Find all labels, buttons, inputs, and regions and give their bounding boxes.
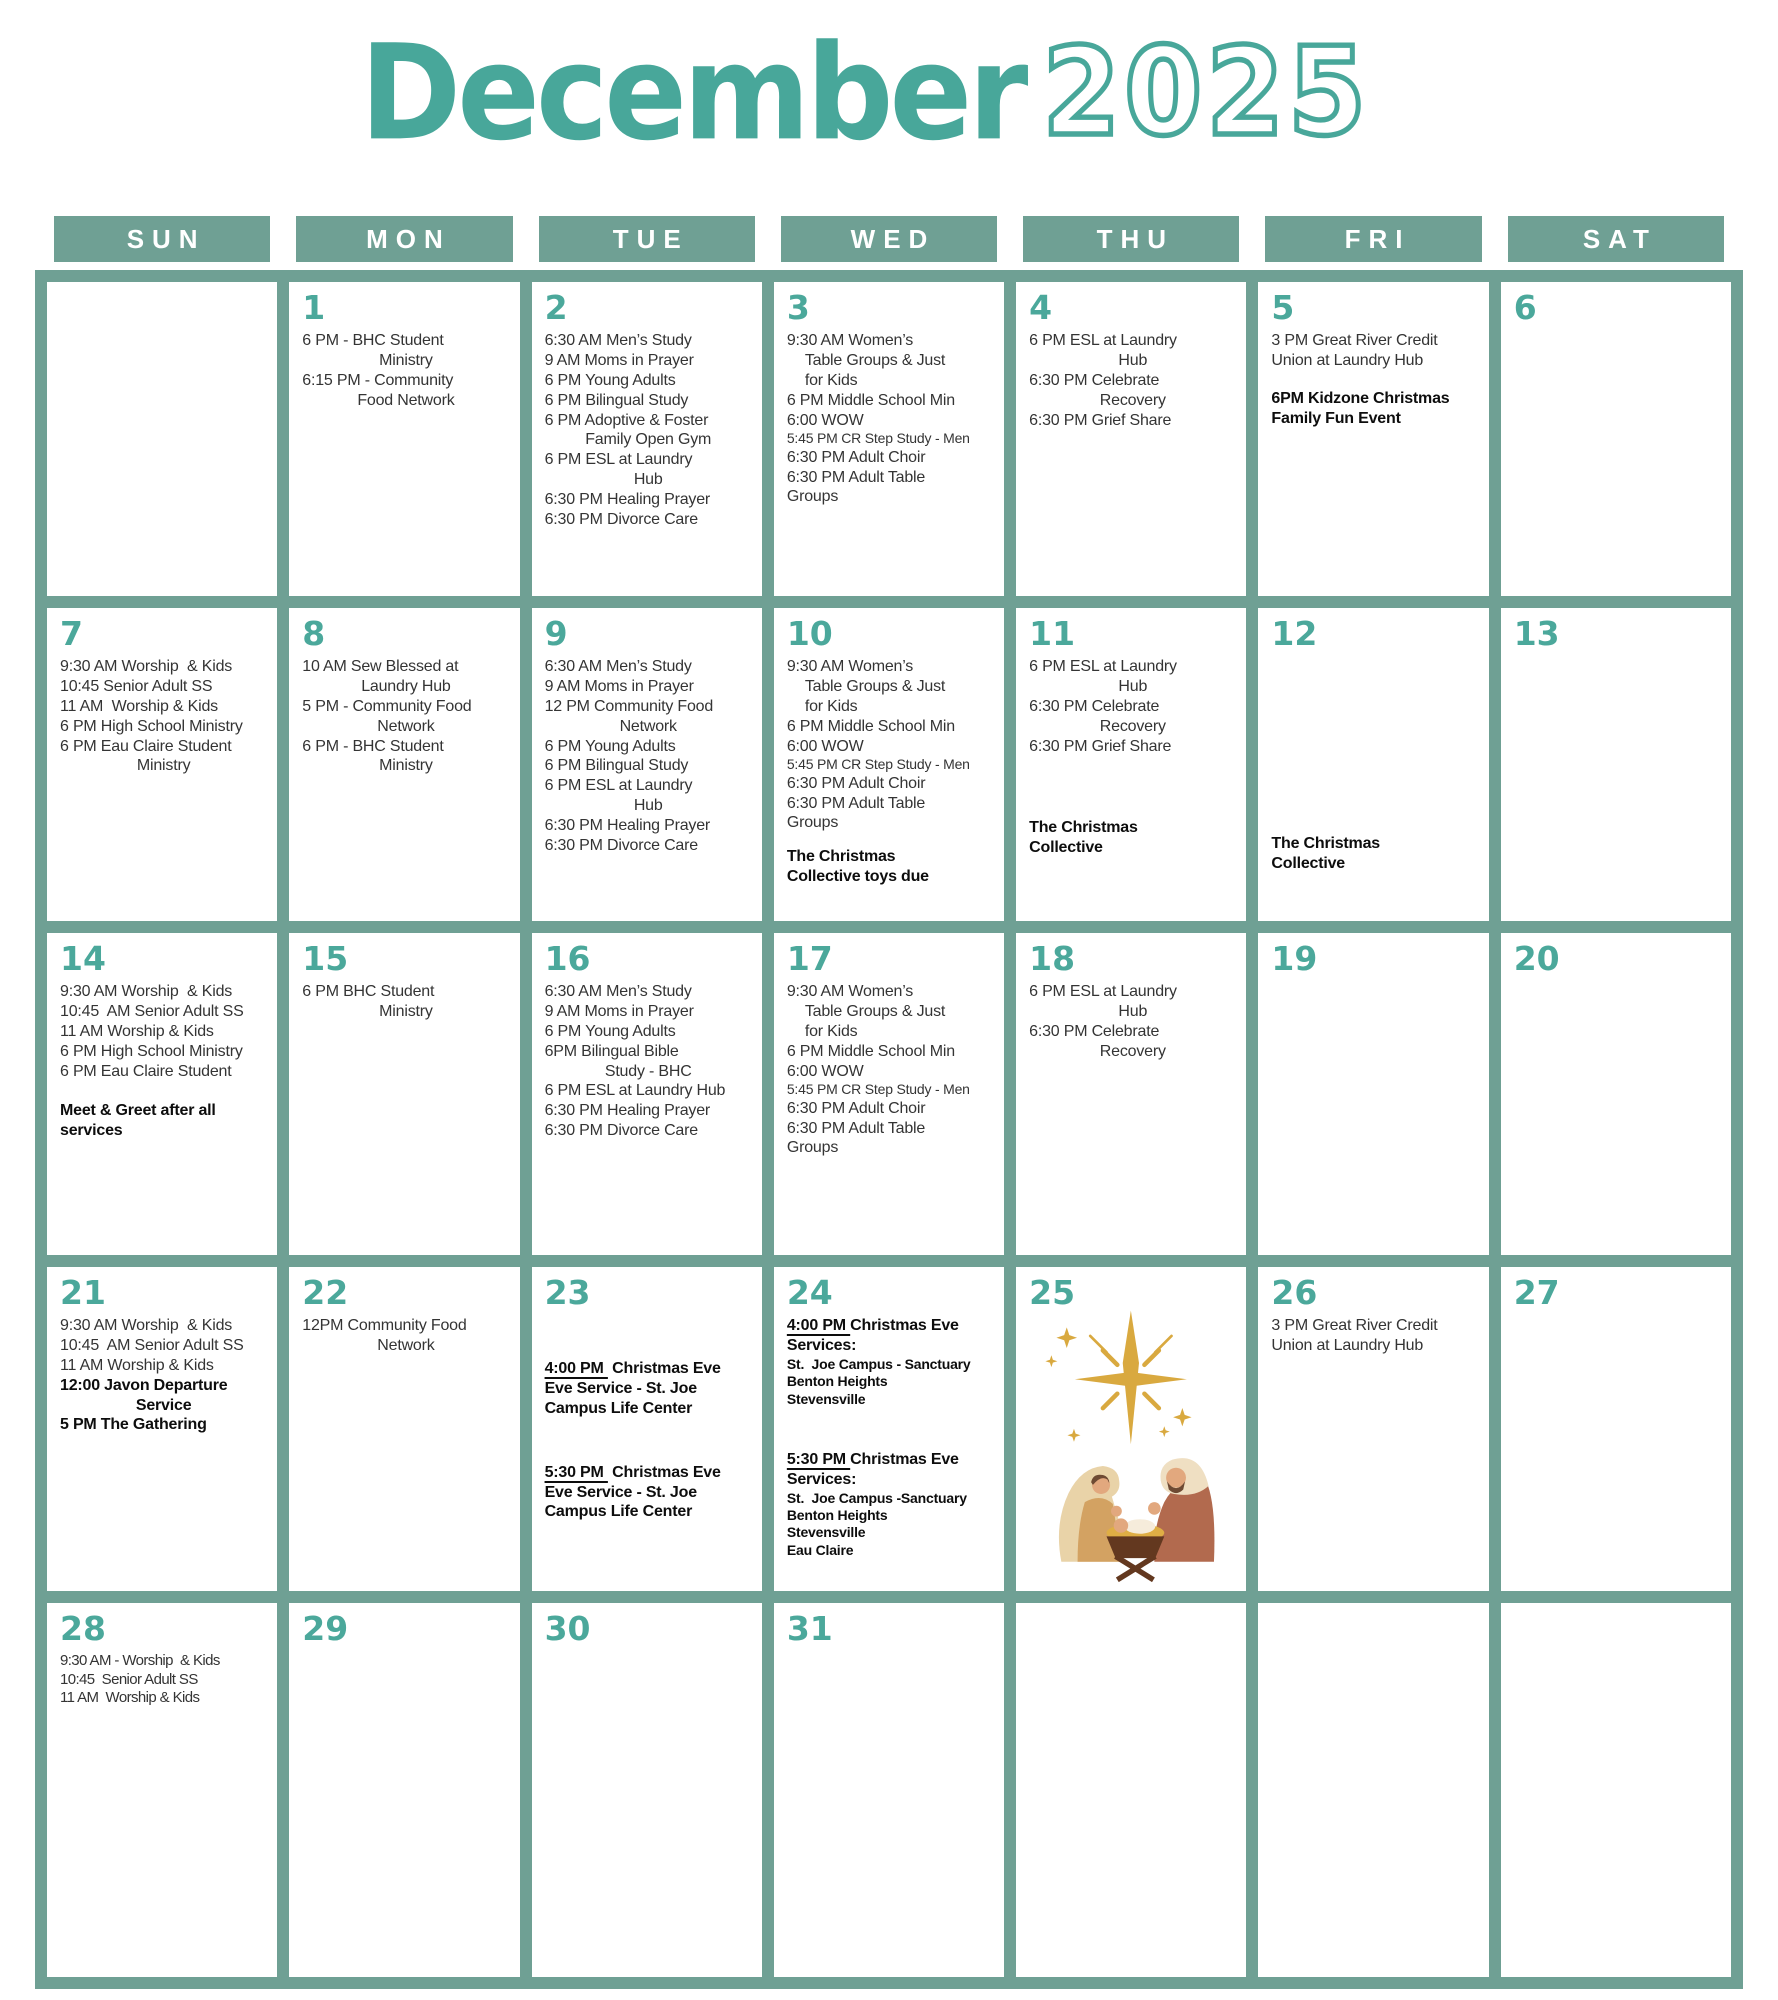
- weekday-header-sun: SUN: [54, 216, 270, 262]
- day-number: 12: [1271, 614, 1318, 653]
- event-text: 5:30 PM Christmas Eve: [544, 1463, 721, 1481]
- event-text: Ministry: [379, 757, 433, 775]
- event-text: Hub: [633, 471, 663, 489]
- event-text: Table Groups & Just: [804, 352, 946, 370]
- calendar-cell-26: [1258, 1267, 1488, 1591]
- day-number: 11: [1029, 614, 1076, 653]
- event-text: Table Groups & Just: [804, 1003, 946, 1021]
- event-text: 6:30 PM Divorce Care: [544, 836, 698, 854]
- event-text: 5:30 PM Christmas Eve: [786, 1451, 959, 1469]
- event-text: 6:30 PM Adult Choir: [786, 1099, 926, 1117]
- event-text: 6:30 PM Grief Share: [1029, 737, 1172, 755]
- event-text: 9:30 AM Women’s: [786, 332, 914, 350]
- calendar-cell-empty: [1258, 1603, 1488, 1977]
- event-text: Network: [377, 1337, 435, 1355]
- event-text: 6 PM Young Adults: [544, 1022, 676, 1040]
- event-text: 6 PM BHC Student: [302, 983, 435, 1001]
- event-text: 11 AM Worship & Kids: [60, 1356, 214, 1374]
- event-text: Benton Heights: [786, 1507, 888, 1524]
- event-text: 6:00 WOW: [786, 1062, 864, 1080]
- event-text: Laundry Hub: [361, 678, 451, 696]
- calendar-cell-6: [1501, 282, 1731, 596]
- calendar-cell-12: [1258, 608, 1488, 921]
- event-text: Stevensville: [786, 1524, 866, 1541]
- event-text: 12 PM Community Food: [544, 697, 714, 715]
- day-number: 18: [1029, 939, 1076, 978]
- weekday-header-row: [35, 216, 1743, 262]
- day-number: 27: [1513, 1273, 1560, 1312]
- event-text: Campus Life Center: [544, 1399, 693, 1417]
- event-text: Ministry: [379, 352, 433, 370]
- calendar-title: [0, 14, 1754, 172]
- year-title: 2025: [1042, 22, 1371, 164]
- day-number: 28: [60, 1609, 106, 1648]
- event-text: The Christmas: [1271, 835, 1380, 853]
- event-text: Service: [135, 1396, 192, 1414]
- day-number: 31: [786, 1609, 833, 1648]
- calendar-cell-8: [289, 608, 519, 921]
- event-text: 9:30 AM Women’s: [786, 983, 914, 1001]
- weekday-header-sat: SAT: [1508, 216, 1724, 262]
- calendar-cell-5: [1258, 282, 1488, 596]
- event-text: 6:30 AM Men’s Study: [544, 332, 692, 350]
- event-text: 6 PM Adoptive & Foster: [544, 411, 709, 429]
- event-text: 9 AM Moms in Prayer: [544, 352, 694, 370]
- calendar-cell-7: [47, 608, 277, 921]
- event-text: for Kids: [804, 697, 858, 715]
- event-text: 9 AM Moms in Prayer: [544, 1003, 694, 1021]
- event-text: 5 PM The Gathering: [60, 1416, 207, 1434]
- event-text: 6:30 PM Healing Prayer: [544, 816, 711, 834]
- event-text: services: [60, 1122, 123, 1140]
- calendar-cell-24: [774, 1267, 1004, 1591]
- event-text: 6:30 PM Healing Prayer: [544, 490, 711, 508]
- event-text: 6 PM ESL at Laundry: [1029, 983, 1177, 1001]
- event-text: 5 PM - Community Food: [302, 697, 472, 715]
- event-text: 4:00 PM Christmas Eve: [544, 1360, 721, 1378]
- calendar-cell-14: [47, 933, 277, 1255]
- weekday-header-wed: WED: [781, 216, 997, 262]
- event-text: St. Joe Campus -Sanctuary: [786, 1489, 967, 1506]
- event-text: 6 PM Eau Claire Student: [60, 1062, 232, 1080]
- calendar-cell-15: [289, 933, 519, 1255]
- day-number: 20: [1513, 939, 1560, 978]
- day-number: 25: [1029, 1273, 1076, 1312]
- day-number: 2: [544, 288, 568, 327]
- event-text: Family Fun Event: [1271, 409, 1401, 427]
- day-number: 24: [786, 1273, 833, 1312]
- event-text: Recovery: [1099, 391, 1166, 409]
- event-text: 6 PM Young Adults: [544, 371, 676, 389]
- event-text: Food Network: [357, 391, 455, 409]
- event-text: 6PM Bilingual Bible: [544, 1042, 679, 1060]
- calendar-cell-29: [289, 1603, 519, 1977]
- event-text: 6:30 PM Adult Choir: [786, 774, 926, 792]
- event-text: 9:30 AM - Worship & Kids: [60, 1652, 220, 1670]
- calendar-grid: [35, 270, 1743, 1989]
- event-text: 11 AM Worship & Kids: [60, 697, 218, 715]
- event-text: Collective: [1029, 839, 1103, 857]
- event-text: 5:45 PM CR Step Study - Men: [786, 756, 970, 773]
- event-text: Study - BHC: [604, 1062, 692, 1080]
- day-number: 6: [1513, 288, 1537, 327]
- event-text: 12:00 Javon Departure: [60, 1376, 228, 1394]
- day-number: 19: [1271, 939, 1318, 978]
- event-text: 3 PM Great River Credit: [1271, 1317, 1438, 1335]
- event-text: Hub: [1118, 678, 1148, 696]
- event-text: 10:45 AM Senior Adult SS: [60, 1337, 244, 1355]
- event-text: 6 PM Middle School Min: [786, 391, 955, 409]
- event-text: 6:30 AM Men’s Study: [544, 983, 692, 1001]
- event-text: for Kids: [804, 371, 858, 389]
- day-number: 22: [302, 1273, 349, 1312]
- weekday-header-tue: TUE: [539, 216, 755, 262]
- day-number: 10: [786, 614, 833, 653]
- event-text: 6 PM Bilingual Study: [544, 391, 689, 409]
- day-number: 8: [302, 614, 326, 653]
- day-number: 7: [60, 614, 83, 653]
- day-number: 17: [786, 939, 833, 978]
- event-text: 6 PM ESL at Laundry: [1029, 658, 1177, 676]
- calendar-cell-13: [1501, 608, 1731, 921]
- day-number: 3: [786, 288, 810, 327]
- event-text: 6PM Kidzone Christmas: [1271, 389, 1450, 407]
- event-text: Hub: [633, 797, 663, 815]
- event-text: 9:30 AM Women’s: [786, 658, 914, 676]
- day-number: 14: [60, 939, 106, 978]
- event-text: The Christmas: [1029, 819, 1138, 837]
- day-number: 26: [1271, 1273, 1318, 1312]
- event-text: 6 PM Bilingual Study: [544, 757, 689, 775]
- event-text: 6:30 PM Celebrate: [1029, 1022, 1160, 1040]
- event-text: Recovery: [1099, 717, 1166, 735]
- event-text: 6 PM - BHC Student: [302, 737, 444, 755]
- event-text: Stevensville: [786, 1390, 866, 1407]
- weekday-header-thu: THU: [1023, 216, 1239, 262]
- event-text: Campus Life Center: [544, 1503, 693, 1521]
- event-text: 10:45 Senior Adult SS: [60, 678, 213, 696]
- event-text: 5:45 PM CR Step Study - Men: [786, 430, 970, 447]
- calendar-cell-23: [532, 1267, 762, 1591]
- event-text: for Kids: [804, 1022, 858, 1040]
- event-text: Recovery: [1099, 1042, 1166, 1060]
- event-text: Ministry: [136, 757, 191, 775]
- event-text: Union at Laundry Hub: [1271, 352, 1424, 370]
- calendar-cell-11: [1016, 608, 1246, 921]
- event-text: 10:45 AM Senior Adult SS: [60, 1003, 244, 1021]
- event-text: 6:30 AM Men’s Study: [544, 658, 692, 676]
- calendar-cell-20: [1501, 933, 1731, 1255]
- event-text: Union at Laundry Hub: [1271, 1337, 1424, 1355]
- day-number: 13: [1513, 614, 1560, 653]
- calendar-cell-2: [532, 282, 762, 596]
- event-text: Groups: [786, 814, 839, 832]
- weekday-header-mon: MON: [296, 216, 512, 262]
- calendar-cell-9: [532, 608, 762, 921]
- calendar-cell-27: [1501, 1267, 1731, 1591]
- event-text: Services:: [786, 1470, 857, 1488]
- event-text: Services:: [786, 1337, 857, 1355]
- day-number: 9: [544, 614, 568, 653]
- event-text: Groups: [786, 1139, 839, 1157]
- day-number: 21: [60, 1273, 106, 1312]
- day-number: 30: [544, 1609, 591, 1648]
- day-number: 15: [302, 939, 349, 978]
- event-text: St. Joe Campus - Sanctuary: [786, 1355, 971, 1372]
- event-text: 9:30 AM Worship & Kids: [60, 983, 233, 1001]
- event-text: 9:30 AM Worship & Kids: [60, 658, 233, 676]
- event-text: 6 PM - BHC Student: [302, 332, 444, 350]
- event-text: Benton Heights: [786, 1373, 888, 1390]
- calendar-cell-28: [47, 1603, 277, 1977]
- calendar-cell-1: [289, 282, 519, 596]
- event-text: 6:30 PM Adult Table: [786, 794, 926, 812]
- calendar-cell-31: [774, 1603, 1004, 1977]
- event-text: Meet & Greet after all: [60, 1102, 216, 1120]
- event-text: 12PM Community Food: [302, 1317, 467, 1335]
- event-text: 6:30 PM Divorce Care: [544, 510, 698, 528]
- month-title: December: [359, 16, 1025, 170]
- event-text: 6:15 PM - Community: [302, 371, 454, 389]
- event-text: Collective toys due: [786, 868, 929, 886]
- calendar-cell-22: [289, 1267, 519, 1591]
- event-text: 6:30 PM Grief Share: [1029, 411, 1172, 429]
- event-text: 6 PM ESL at Laundry Hub: [544, 1082, 726, 1100]
- event-text: 11 AM Worship & Kids: [60, 1689, 200, 1707]
- event-text: 6 PM High School Ministry: [60, 1042, 243, 1060]
- event-text: 6 PM ESL at Laundry: [544, 777, 693, 795]
- event-text: Network: [377, 717, 435, 735]
- event-text: Table Groups & Just: [804, 678, 946, 696]
- event-text: The Christmas: [786, 848, 896, 866]
- event-text: 6:30 PM Celebrate: [1029, 697, 1160, 715]
- day-number: 23: [544, 1273, 591, 1312]
- event-text: Eve Service - St. Joe: [544, 1380, 697, 1398]
- day-number: 4: [1029, 288, 1053, 327]
- event-text: 6:30 PM Adult Table: [786, 1119, 926, 1137]
- event-text: 3 PM Great River Credit: [1271, 332, 1438, 350]
- event-text: 6:30 PM Divorce Care: [544, 1122, 698, 1140]
- event-text: 6 PM ESL at Laundry: [544, 451, 693, 469]
- day-number: 29: [302, 1609, 349, 1648]
- day-number: 16: [544, 939, 591, 978]
- event-text: 6:30 PM Adult Table: [786, 468, 926, 486]
- event-text: 9:30 AM Worship & Kids: [60, 1317, 233, 1335]
- event-text: 6:00 WOW: [786, 737, 864, 755]
- calendar-cell-empty: [1501, 1603, 1731, 1977]
- event-text: Hub: [1118, 1003, 1148, 1021]
- event-text: 6:30 PM Healing Prayer: [544, 1102, 711, 1120]
- event-text: Ministry: [379, 1003, 433, 1021]
- calendar-cell-19: [1258, 933, 1488, 1255]
- event-text: 6 PM Middle School Min: [786, 1042, 955, 1060]
- event-text: 10:45 Senior Adult SS: [60, 1670, 198, 1688]
- event-text: 6 PM Eau Claire Student: [60, 737, 232, 755]
- event-text: 10 AM Sew Blessed at: [302, 658, 459, 676]
- event-text: Network: [619, 717, 677, 735]
- calendar-cell-17: [774, 933, 1004, 1255]
- event-text: Groups: [786, 488, 839, 506]
- calendar-cell-25: [1016, 1267, 1246, 1591]
- event-text: 6:30 PM Adult Choir: [786, 448, 926, 466]
- weekday-header-fri: FRI: [1265, 216, 1481, 262]
- calendar-cell-30: [532, 1603, 762, 1977]
- event-text: Eve Service - St. Joe: [544, 1483, 697, 1501]
- event-text: Family Open Gym: [585, 431, 712, 449]
- nativity-image: [1016, 1307, 1246, 1587]
- event-text: 6:00 WOW: [786, 411, 864, 429]
- day-number: 1: [302, 288, 326, 327]
- calendar-cell-16: [532, 933, 762, 1255]
- event-text: Collective: [1271, 855, 1346, 873]
- event-text: 6 PM High School Ministry: [60, 717, 243, 735]
- event-text: 9 AM Moms in Prayer: [544, 678, 694, 696]
- event-text: Hub: [1118, 352, 1148, 370]
- calendar-cell-empty: [1016, 1603, 1246, 1977]
- event-text: 6 PM ESL at Laundry: [1029, 332, 1177, 350]
- calendar-cell-18: [1016, 933, 1246, 1255]
- event-text: 6 PM Middle School Min: [786, 717, 955, 735]
- calendar-cell-3: [774, 282, 1004, 596]
- event-text: 6 PM Young Adults: [544, 737, 676, 755]
- calendar-cell-21: [47, 1267, 277, 1591]
- event-text: 4:00 PM Christmas Eve: [786, 1317, 959, 1335]
- day-number: 5: [1271, 288, 1295, 327]
- calendar-cell-4: [1016, 282, 1246, 596]
- event-text: Eau Claire: [786, 1541, 854, 1558]
- calendar-cell-10: [774, 608, 1004, 921]
- event-text: 5:45 PM CR Step Study - Men: [786, 1081, 970, 1098]
- event-text: 6:30 PM Celebrate: [1029, 371, 1160, 389]
- event-text: 11 AM Worship & Kids: [60, 1022, 214, 1040]
- calendar-cell-empty: [47, 282, 277, 596]
